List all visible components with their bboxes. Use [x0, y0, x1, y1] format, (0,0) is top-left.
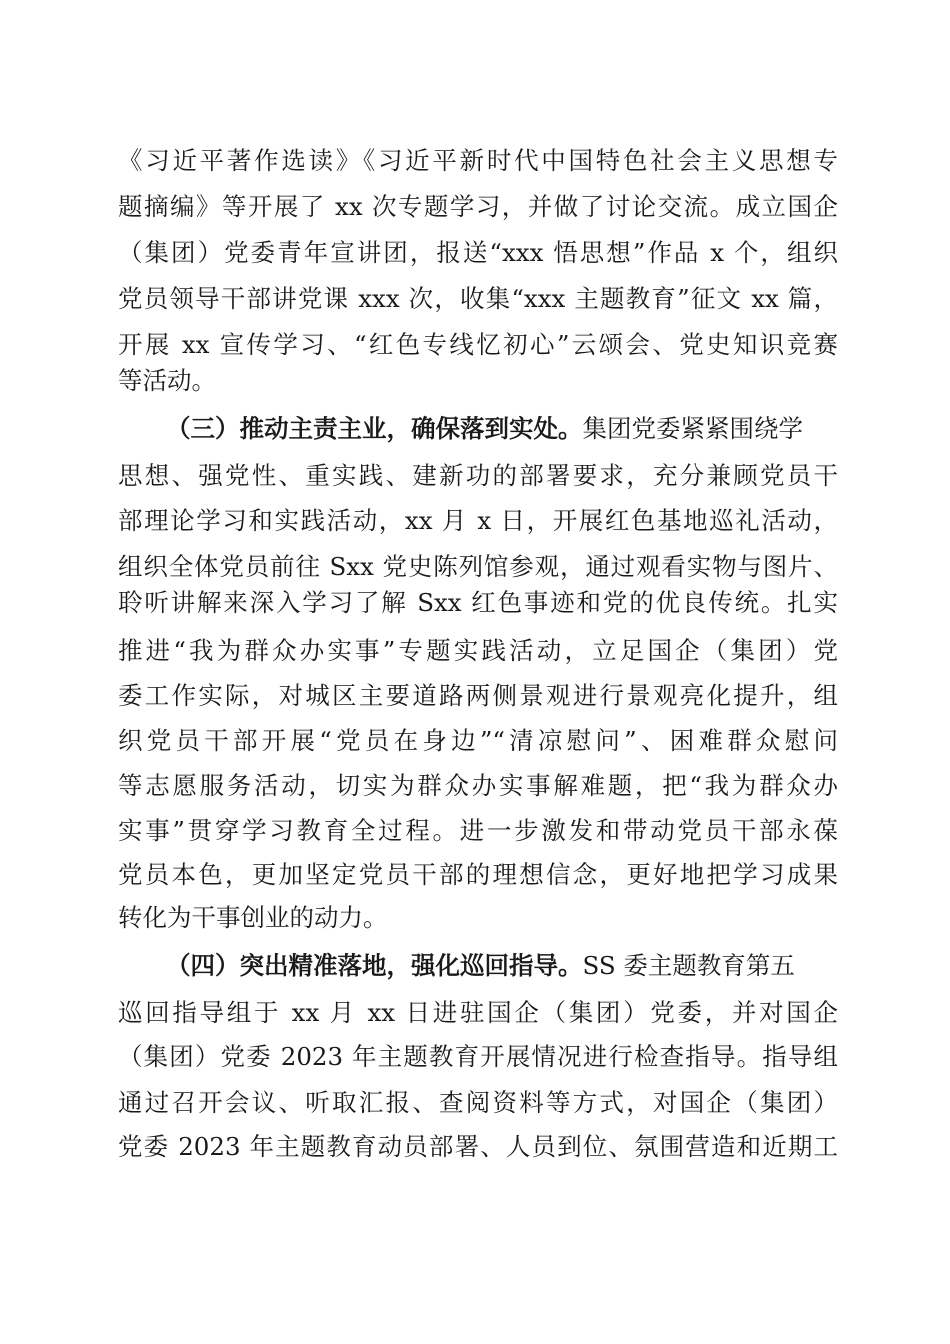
para2-line-11: 党员本色，更加坚定党员干部的理想信念，更好地把学习成果 — [118, 860, 838, 889]
para2-line-2: 思想、强党性、重实践、建新功的部署要求，充分兼顾党员干 — [118, 461, 838, 490]
para3-line-1 — [166, 945, 838, 987]
para3-line-3: （集团）党委 2023 年主题教育开展情况进行检查指导。指导组 — [118, 1042, 838, 1071]
para2-line-9: 等志愿服务活动，切实为群众办实事解难题，把“我为群众办 — [118, 771, 838, 800]
para1-line-4: 党员领导干部讲党课 xxx 次，收集“xxx 主题教育”征文 xx 篇， — [118, 284, 838, 313]
para1-line-1: 《习近平著作选读》《习近平新时代中国特色社会主义思想专 — [118, 146, 838, 175]
para2-line-5: 聆听讲解来深入学习了解 Sxx 红色事迹和党的优良传统。扎实 — [118, 588, 838, 617]
para2-heading: （三）推动主责主业，确保落到实处。 — [166, 414, 583, 443]
para3-line-2: 巡回指导组于 xx 月 xx 日进驻国企（集团）党委，并对国企 — [118, 998, 838, 1027]
para2-line-12: 转化为干事创业的动力。 — [118, 903, 388, 932]
para2-line-7: 委工作实际，对城区主要道路两侧景观进行景观亮化提升，组 — [118, 681, 838, 710]
para2-line-1-text: 集团党委紧紧围绕学 — [582, 414, 803, 443]
para2-line-10: 实事”贯穿学习教育全过程。进一步激发和带动党员干部永葆 — [118, 816, 838, 845]
para2-line-8: 织党员干部开展“党员在身边”“清凉慰问”、困难群众慰问 — [118, 726, 838, 755]
para1-line-3: （集团）党委青年宣讲团，报送“xxx 悟思想”作品 x 个，组织 — [118, 238, 838, 267]
para1-line-5: 开展 xx 宣传学习、“红色专线忆初心”云颂会、党史知识竞赛 — [118, 330, 838, 359]
para2-line-6: 推进“我为群众办实事”专题实践活动，立足国企（集团）党 — [118, 636, 838, 665]
para3-line-5: 党委 2023 年主题教育动员部署、人员到位、氛围营造和近期工 — [118, 1132, 838, 1161]
para1-line-6: 等活动。 — [118, 366, 216, 395]
para2-line-4: 组织全体党员前往 Sxx 党史陈列馆参观，通过观看实物与图片、 — [118, 552, 838, 581]
para2-line-3: 部理论学习和实践活动，xx 月 x 日，开展红色基地巡礼活动， — [118, 506, 838, 535]
para1-line-2: 题摘编》等开展了 xx 次专题学习，并做了讨论交流。成立国企 — [118, 192, 838, 221]
para3-heading: （四）突出精准落地，强化巡回指导。 — [166, 951, 583, 980]
para3-line-4: 通过召开会议、听取汇报、查阅资料等方式，对国企（集团） — [118, 1088, 838, 1117]
para3-line-1-text: SS 委主题教育第五 — [582, 951, 795, 980]
para2-line-1 — [166, 408, 838, 450]
